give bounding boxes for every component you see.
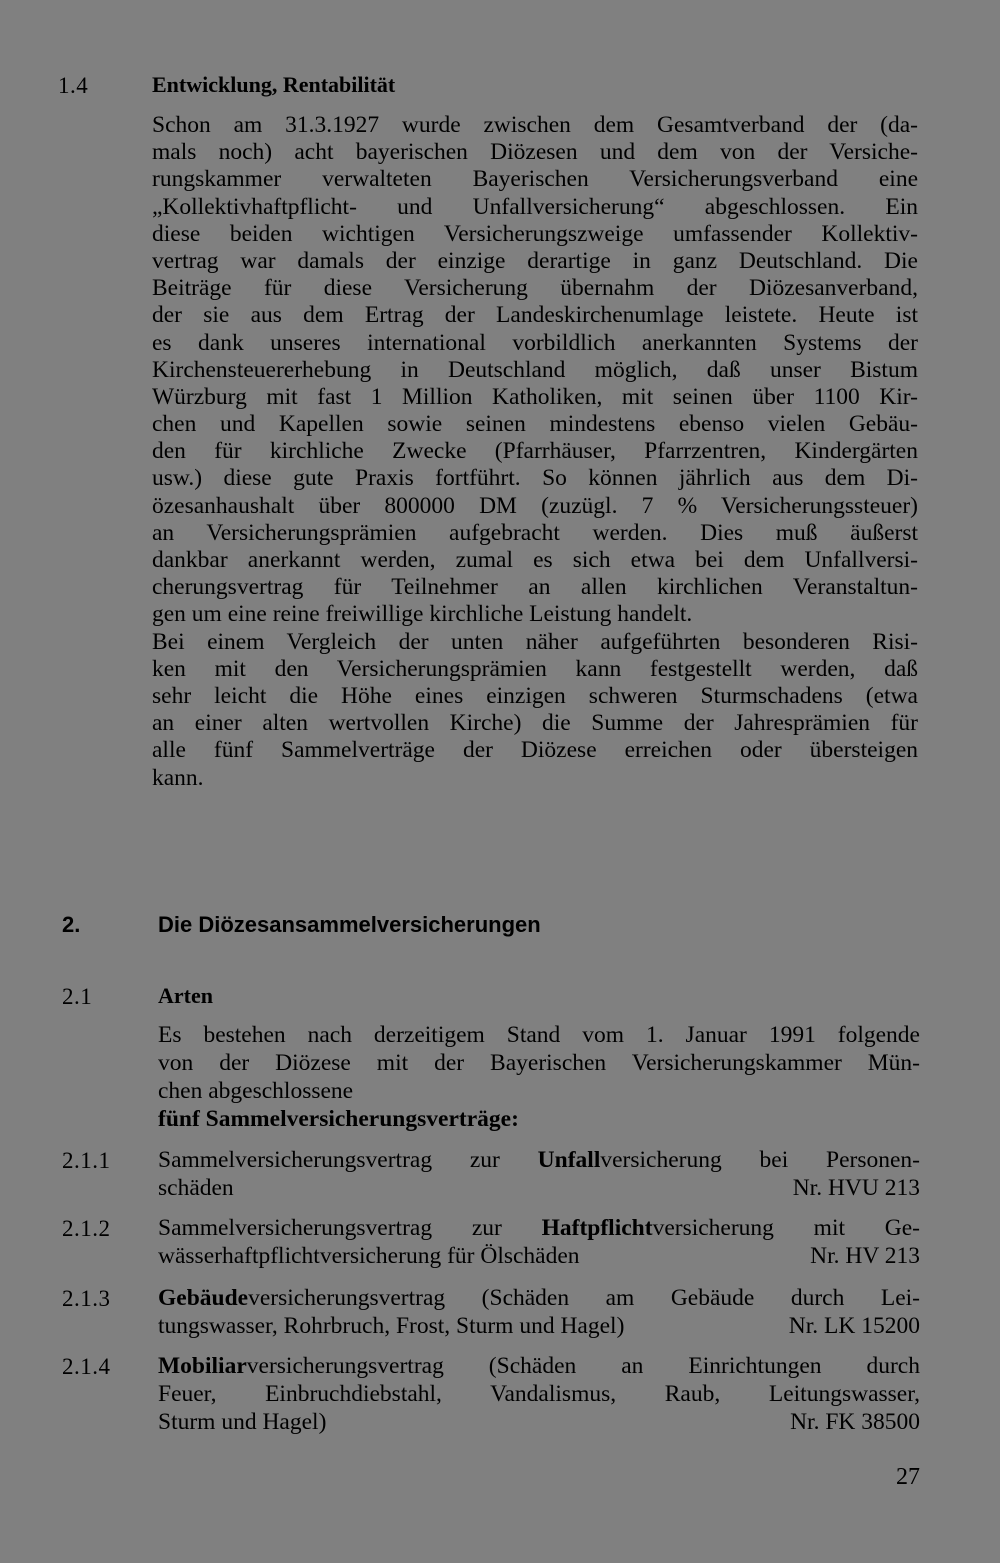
item-number-2-1-4: 2.1.4 [62,1354,111,1379]
item-line: wässerhaftpflichtversicherung für Ölschäden Nr. HV 213 [158,1243,920,1269]
contract-ref: Nr. LK 15200 [788,1313,920,1339]
section-title-2-1: Arten [158,983,213,1008]
item-line: Gebäudeversicherungsvertrag (Schäden am Gebäude durch Lei- [158,1285,920,1311]
section-title-2: Die Diözesansammelversicherungen [158,912,541,937]
body-line: „Kollektivhaftpflicht- und Unfallversicherung“ abgeschlossen. Ein [152,193,918,220]
item-line: Mobiliarversicherungsvertrag (Schäden an Einrichtungen durch [158,1353,920,1379]
item-2-1-4 [158,1352,920,1436]
item-number-2-1-3: 2.1.3 [62,1286,111,1311]
body-line: an einer alten wertvollen Kirche) die Summe der Jahresprämien für [152,710,918,737]
body-line: Beiträge für diese Versicherung übernahm der Diözesanverband, [152,275,918,302]
body-line: özesanhaushalt über 800000 DM (zuzügl. 7 % Versicherungssteuer) [152,492,918,519]
body-line: mals noch) acht bayerischen Diözesen und dem von der Versiche- [152,139,918,166]
body-line: chen und Kapellen sowie seinen mindestens ebenso vielen Gebäu- [152,411,918,438]
body-line: kann. [152,764,204,791]
body-line: den für kirchliche Zwecke (Pfarrhäuser, Pfarrzentren, Kindergärten [152,438,918,465]
item-line: Sammelversicherungsvertrag zur Unfallversicherung bei Personen- [158,1147,920,1173]
intro-line: von der Diözese mit der Bayerischen Versicherungskammer Mün- [158,1050,920,1076]
body-line: dankbar anerkannt werden, zumal es sich etwa bei dem Unfallversi- [152,547,918,573]
body-line: diese beiden wichtigen Versicherungszweige umfassender Kollektiv- [152,220,918,247]
body-line: gen um eine reine freiwillige kirchliche Leistung handelt. [152,601,693,628]
item-number-2-1-1: 2.1.1 [62,1148,111,1173]
contract-ref: Nr. HV 213 [810,1243,920,1269]
body-line: der sie aus dem Ertrag der Landeskirchenumlage leistete. Heute ist [152,302,918,329]
contract-ref: Nr. HVU 213 [792,1175,920,1201]
intro-bold-line: fünf Sammelversicherungsverträge: [158,1106,519,1132]
section-number-2: 2. [62,912,81,937]
item-number-2-1-2: 2.1.2 [62,1216,111,1241]
body-line: cherungsvertrag für Teilnehmer an allen kirchlichen Veranstaltun- [152,574,918,601]
body-line: es dank unseres international vorbildlich anerkannten Systems der [152,329,918,356]
body-line: Würzburg mit fast 1 Million Katholiken, mit seinen über 1100 Kir- [152,383,918,410]
item-line: Sammelversicherungsvertrag zur Haftpflichtversicherung mit Ge- [158,1215,921,1241]
section-number-1-4: 1.4 [58,73,89,98]
item-2-1-3 [158,1284,920,1340]
body-line: sehr leicht die Höhe eines einzigen schweren Sturmschadens (etwa [152,682,918,709]
section-title-1-4: Entwicklung, Rentabilität [152,72,396,97]
contract-ref: Nr. FK 38500 [790,1409,920,1435]
intro-line: Es bestehen nach derzeitigem Stand vom 1. Januar 1991 folgende [158,1022,920,1048]
body-line: Schon am 31.3.1927 wurde zwischen dem Gesamtverband der (da- [152,112,918,138]
body-line: alle fünf Sammelverträge der Diözese erreichen oder übersteigen [152,737,918,764]
intro-line: chen abgeschlossene [158,1078,354,1104]
item-2-1-2 [158,1214,920,1270]
page-number: 27 [896,1464,920,1490]
section-1-4-body [152,112,918,792]
body-line: an Versicherungsprämien aufgebracht werden. Dies muß äußerst [152,519,918,546]
section-2-1-intro [158,1021,920,1133]
item-line: schäden Nr. HVU 213 [158,1175,920,1201]
body-line: rungskammer verwalteten Bayerischen Versicherungsverband eine [152,166,918,193]
body-line: ken mit den Versicherungsprämien kann festgestellt werden, daß [152,655,918,682]
item-2-1-1 [158,1146,920,1202]
item-line: Feuer, Einbruchdiebstahl, Vandalismus, Raub, Leitungswasser, [158,1381,920,1407]
section-number-2-1: 2.1 [62,984,93,1009]
item-line: tungswasser, Rohrbruch, Frost, Sturm und Hagel) Nr. LK 15200 [158,1313,920,1339]
body-line: usw.) diese gute Praxis fortführt. So können jährlich aus dem Di- [152,465,918,492]
body-line: vertrag war damals der einzige derartige in ganz Deutschland. Die [152,247,918,274]
body-line: Kirchensteuererhebung in Deutschland möglich, daß unser Bistum [152,356,918,383]
body-line: Bei einem Vergleich der unten näher aufgeführten besonderen Risi- [152,628,918,655]
item-line: Sturm und Hagel) Nr. FK 38500 [158,1409,920,1435]
